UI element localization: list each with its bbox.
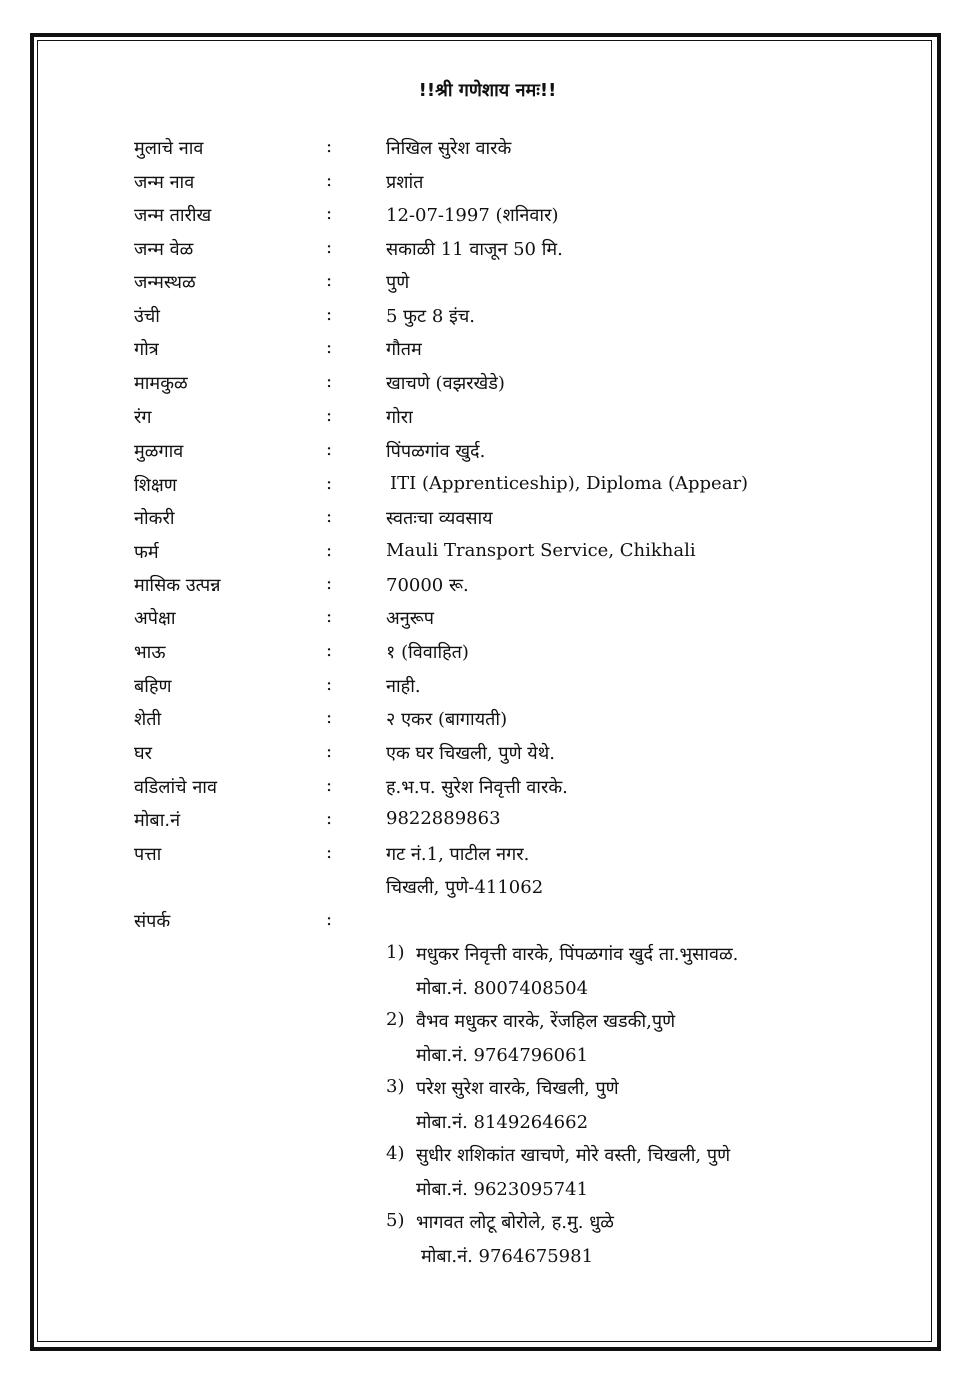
field-value: एक घर चिखली, पुणे येथे. xyxy=(386,743,555,764)
field-value: अनुरूप xyxy=(386,608,434,629)
field-colon: : xyxy=(326,203,333,224)
field-label: अपेक्षा xyxy=(134,608,176,629)
field-value: १ (विवाहित) xyxy=(386,642,469,663)
field-colon: : xyxy=(326,606,333,627)
field-value: 12-07-1997 (शनिवार) xyxy=(386,205,559,226)
contact-name: मधुकर निवृत्ती वारके, पिंपळगांव खुर्द ता.भुसावळ. xyxy=(416,944,739,965)
field-row-house xyxy=(0,741,975,773)
address-line-1: गट नं.1, पाटील नगर. xyxy=(386,844,530,865)
contact-name: परेश सुरेश वारके, चिखली, पुणे xyxy=(416,1078,619,1099)
field-row-farm xyxy=(0,707,975,739)
field-label: वडिलांचे नाव xyxy=(134,777,217,798)
field-label: रंग xyxy=(134,407,152,428)
field-colon: : xyxy=(326,775,333,796)
field-label: शेती xyxy=(134,709,162,730)
field-value: 70000 रू. xyxy=(386,575,469,596)
contact-item xyxy=(0,942,975,1008)
contact-item xyxy=(0,1076,975,1142)
field-colon: : xyxy=(326,506,333,527)
contact-mobile: मोबा.नं. 9764796061 xyxy=(416,1045,589,1066)
field-value: स्वतःचा व्यवसाय xyxy=(386,508,493,529)
contact-mobile: मोबा.नं. 9623095741 xyxy=(416,1179,589,1200)
field-row-address xyxy=(0,842,975,874)
field-value: सकाळी 11 वाजून 50 मि. xyxy=(386,239,563,260)
field-label: जन्म नाव xyxy=(134,172,195,193)
contact-item xyxy=(0,1143,975,1209)
field-label: भाऊ xyxy=(134,642,166,663)
field-row-contacts xyxy=(0,909,975,941)
field-label: उंची xyxy=(134,306,160,327)
field-colon: : xyxy=(326,270,333,291)
field-value: पिंपळगांव खुर्द. xyxy=(386,441,486,462)
field-label: मुलाचे नाव xyxy=(134,138,204,159)
field-label: गोत्र xyxy=(134,339,159,360)
field-label: मासिक उत्पन्न xyxy=(134,575,221,596)
field-value: 5 फुट 8 इंच. xyxy=(386,306,476,327)
field-row-birth-date xyxy=(0,203,975,235)
field-label: जन्म तारीख xyxy=(134,205,212,226)
field-value: पुणे xyxy=(386,272,410,293)
contact-name: भागवत लोटू बोरोले, ह.मु. धुळे xyxy=(416,1212,614,1233)
contact-item xyxy=(0,1210,975,1276)
field-colon: : xyxy=(326,405,333,426)
field-value: 9822889863 xyxy=(386,808,501,829)
field-row-expectation xyxy=(0,606,975,638)
field-row-education xyxy=(0,473,975,505)
field-value: प्रशांत xyxy=(386,172,424,193)
field-colon: : xyxy=(326,540,333,561)
contact-number: 4) xyxy=(386,1143,405,1164)
field-value: गौतम xyxy=(386,339,422,360)
field-row-father-name xyxy=(0,775,975,807)
contact-number: 2) xyxy=(386,1009,405,1030)
field-label: शिक्षण xyxy=(134,475,177,496)
field-colon: : xyxy=(326,808,333,829)
field-row-brother xyxy=(0,640,975,672)
field-row-occupation xyxy=(0,506,975,538)
field-row-sister xyxy=(0,674,975,706)
contact-number: 3) xyxy=(386,1076,405,1097)
contact-name: वैभव मधुकर वारके, रेंजहिल खडकी,पुणे xyxy=(416,1011,676,1032)
field-colon: : xyxy=(326,573,333,594)
field-colon: : xyxy=(326,337,333,358)
field-colon: : xyxy=(326,371,333,392)
field-colon: : xyxy=(326,170,333,191)
field-label: घर xyxy=(134,743,152,764)
field-row-mamkul xyxy=(0,371,975,403)
field-colon: : xyxy=(326,473,333,494)
field-value: ह.भ.प. सुरेश निवृत्ती वारके. xyxy=(386,777,568,798)
field-label: जन्मस्थळ xyxy=(134,272,196,293)
field-row-mobile xyxy=(0,808,975,840)
field-value: खाचणे (वझरखेडे) xyxy=(386,373,505,394)
field-value: गोरा xyxy=(386,407,413,428)
field-label: पत्ता xyxy=(134,844,162,865)
field-row-birth-place xyxy=(0,270,975,302)
field-row-name xyxy=(0,136,975,168)
contact-mobile: मोबा.नं. 9764675981 xyxy=(421,1246,594,1267)
contact-number: 5) xyxy=(386,1210,405,1231)
field-colon: : xyxy=(326,741,333,762)
field-row-income xyxy=(0,573,975,605)
field-label: मामकुळ xyxy=(134,373,188,394)
field-value: नाही. xyxy=(386,676,421,697)
field-colon: : xyxy=(326,304,333,325)
field-row-native-village xyxy=(0,439,975,471)
field-label: मुळगाव xyxy=(134,441,184,462)
contact-item xyxy=(0,1009,975,1075)
field-colon: : xyxy=(326,640,333,661)
field-value: Mauli Transport Service, Chikhali xyxy=(386,540,696,561)
field-colon: : xyxy=(326,136,333,157)
field-colon: : xyxy=(326,237,333,258)
field-row-height xyxy=(0,304,975,336)
field-colon: : xyxy=(326,707,333,728)
contact-number: 1) xyxy=(386,942,405,963)
contact-mobile: मोबा.नं. 8007408504 xyxy=(416,978,589,999)
field-value: निखिल सुरेश वारके xyxy=(386,138,512,159)
field-colon: : xyxy=(326,909,333,930)
field-label: मोबा.नं xyxy=(134,810,181,831)
field-label: संपर्क xyxy=(134,911,171,932)
field-value: २ एकर (बागायती) xyxy=(386,709,508,730)
contact-name: सुधीर शशिकांत खाचणे, मोरे वस्ती, चिखली, पुणे xyxy=(416,1145,731,1166)
field-label: बहिण xyxy=(134,676,172,697)
field-label: फर्म xyxy=(134,542,159,563)
field-row-birth-name xyxy=(0,170,975,202)
field-label: नोकरी xyxy=(134,508,175,529)
field-value: ITI (Apprenticeship), Diploma (Appear) xyxy=(390,473,749,494)
field-row-complexion xyxy=(0,405,975,437)
field-colon: : xyxy=(326,842,333,863)
field-row-firm xyxy=(0,540,975,572)
address-line-2: चिखली, पुणे-411062 xyxy=(386,877,544,898)
field-label: जन्म वेळ xyxy=(134,239,194,260)
page-title: !!श्री गणेशाय नमः!! xyxy=(418,80,557,101)
field-colon: : xyxy=(326,439,333,460)
field-colon: : xyxy=(326,674,333,695)
field-row-birth-time xyxy=(0,237,975,269)
field-row-gotra xyxy=(0,337,975,369)
contact-mobile: मोबा.नं. 8149264662 xyxy=(416,1112,589,1133)
